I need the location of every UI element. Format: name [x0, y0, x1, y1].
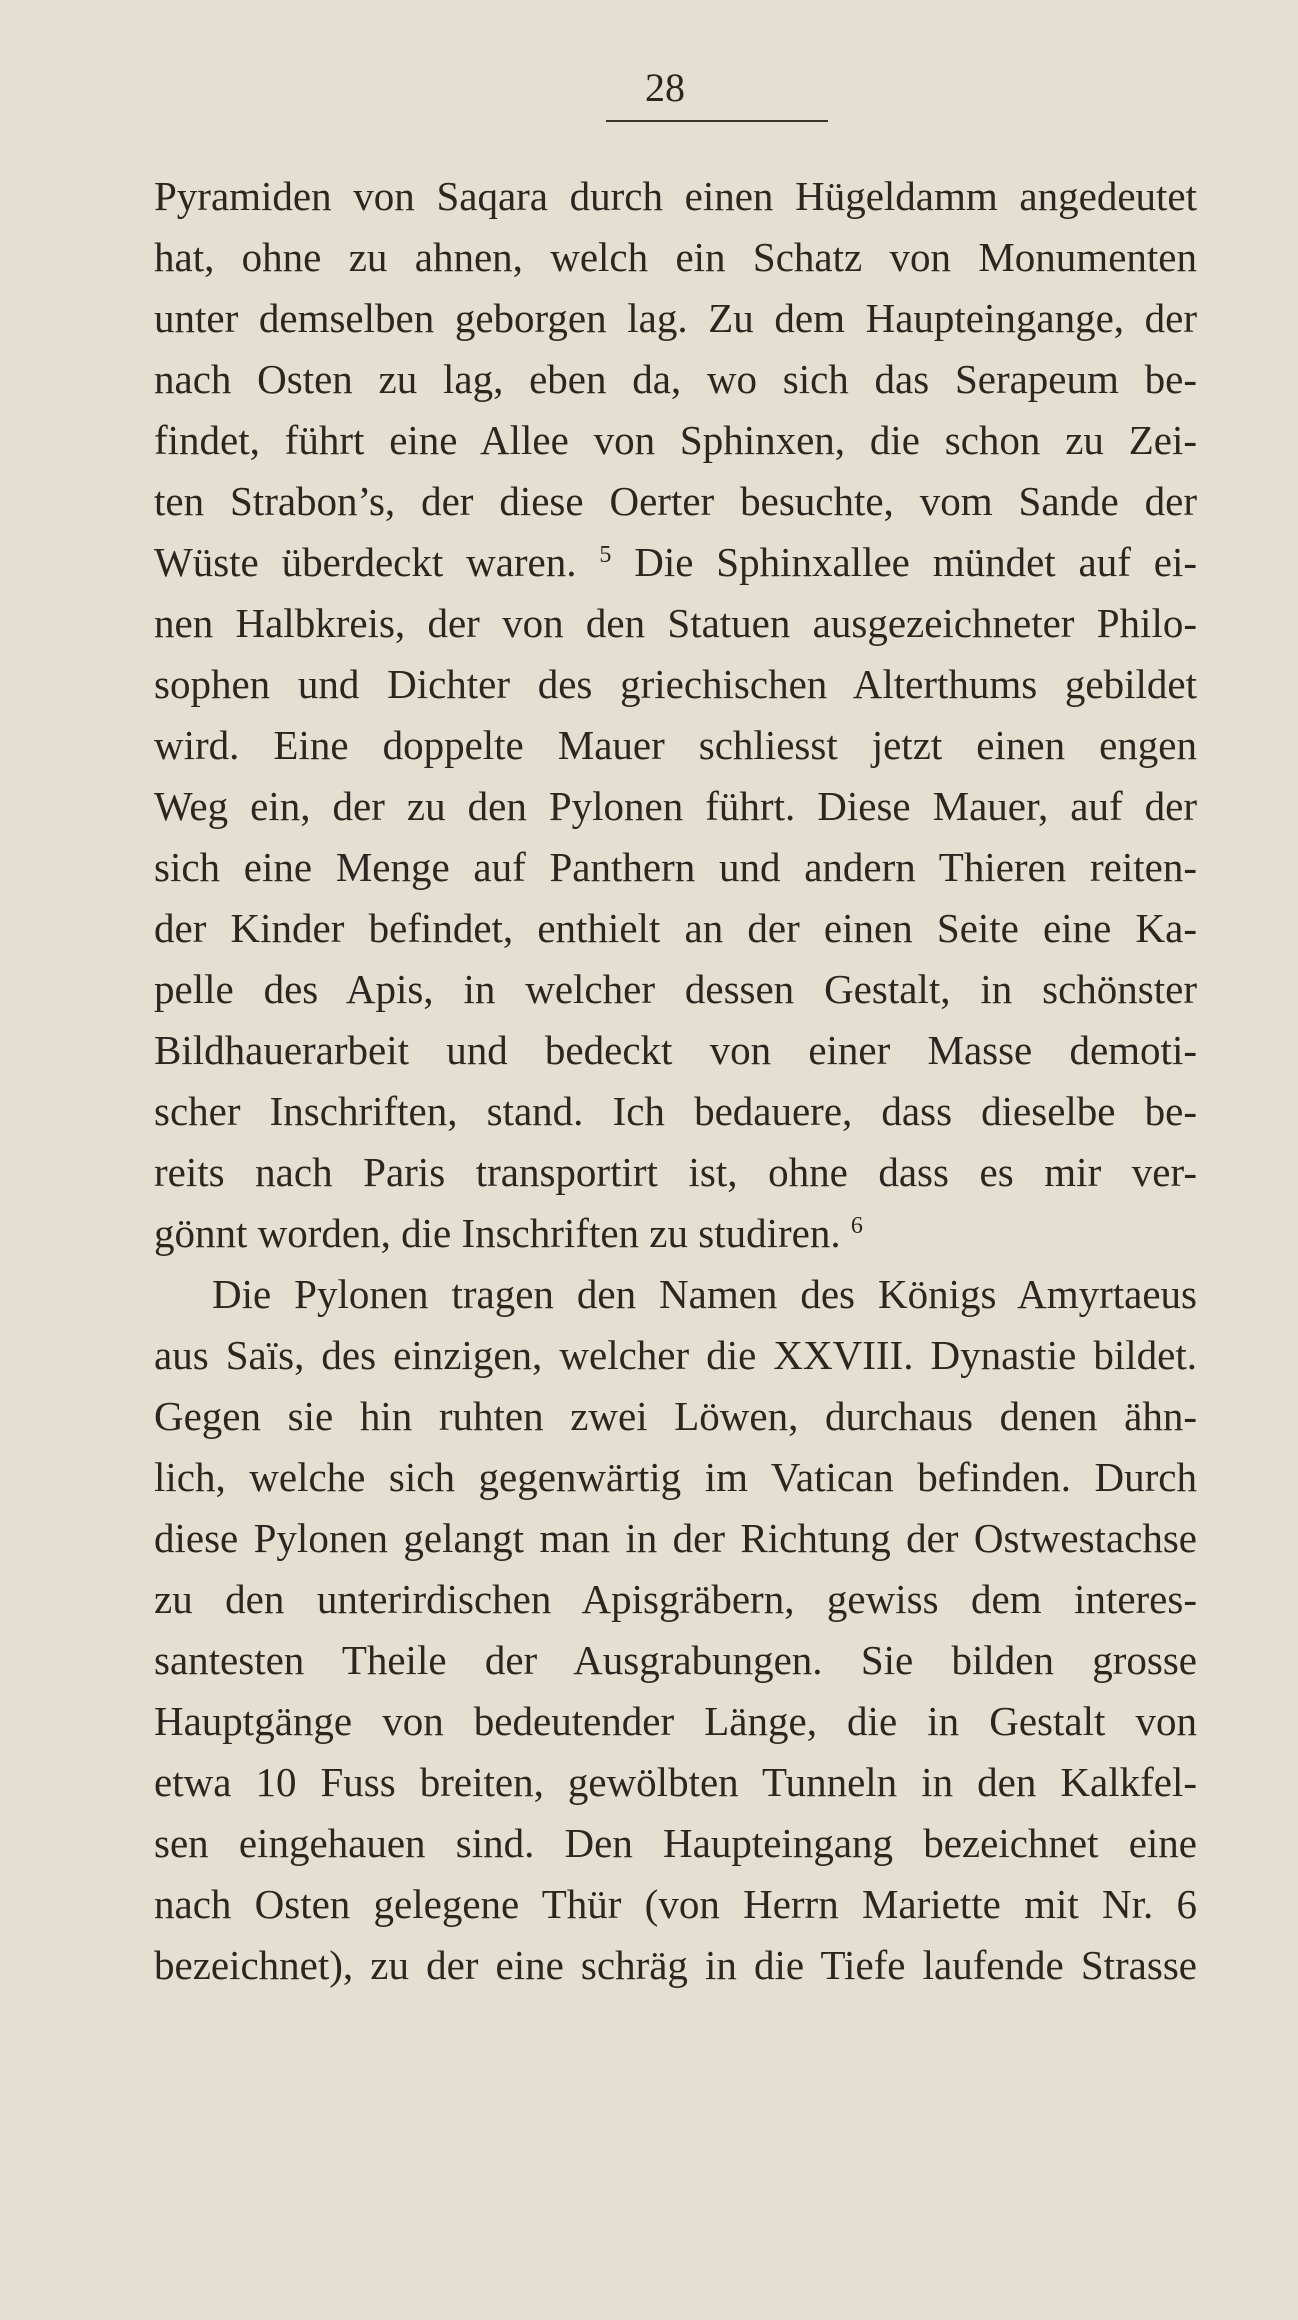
text-line: reits nach Paris transportirt ist, ohne dass es mir ver-	[154, 1149, 1197, 1195]
text-line: Bildhauerarbeit und bedeckt von einer Masse demoti-	[154, 1027, 1197, 1073]
text-line: lich, welche sich gegenwärtig im Vatican befinden. Durch	[154, 1454, 1197, 1500]
body-text	[154, 166, 1197, 1996]
text-line: aus Saïs, des einzigen, welcher die XXVIII. Dynastie bildet.	[154, 1332, 1197, 1378]
text-line: santesten Theile der Ausgrabungen. Sie bilden grosse	[154, 1637, 1197, 1683]
text-line: scher Inschriften, stand. Ich bedauere, dass dieselbe be-	[154, 1088, 1197, 1134]
text-line: nach Osten gelegene Thür (von Herrn Mariette mit Nr. 6	[154, 1881, 1197, 1927]
text-segment: Die Sphinxallee mündet auf ei-	[634, 539, 1197, 585]
text-line: wird. Eine doppelte Mauer schliesst jetzt einen engen	[154, 722, 1197, 768]
text-segment: Wüste überdeckt waren.	[154, 539, 577, 585]
text-line	[154, 532, 1197, 593]
text-line: nach Osten zu lag, eben da, wo sich das Serapeum be-	[154, 356, 1197, 402]
text-line: Pyramiden von Saqara durch einen Hügeldamm angedeutet	[154, 173, 1197, 219]
text-line: zu den unterirdischen Apisgräbern, gewiss dem interes-	[154, 1576, 1197, 1622]
text-line: findet, führt eine Allee von Sphinxen, die schon zu Zei-	[154, 417, 1197, 463]
text-line: Hauptgänge von bedeutender Länge, die in Gestalt von	[154, 1698, 1197, 1744]
text-segment: gönnt worden, die Inschriften zu studiren.	[154, 1210, 841, 1256]
text-line: sophen und Dichter des griechischen Alterthums gebildet	[154, 661, 1197, 707]
text-line: sen eingehauen sind. Den Haupteingang bezeichnet eine	[154, 1820, 1197, 1866]
text-line: hat, ohne zu ahnen, welch ein Schatz von Monumenten	[154, 234, 1197, 280]
footnote-marker: 5	[599, 542, 612, 568]
header-rule	[606, 120, 828, 122]
text-line: pelle des Apis, in welcher dessen Gestalt, in schönster	[154, 966, 1197, 1012]
text-line: unter demselben geborgen lag. Zu dem Haupteingange, der	[154, 295, 1197, 341]
text-line: nen Halbkreis, der von den Statuen ausgezeichneter Philo-	[154, 600, 1197, 646]
text-line: der Kinder befindet, enthielt an der einen Seite eine Ka-	[154, 905, 1197, 951]
text-line	[154, 1203, 1197, 1264]
text-line: Weg ein, der zu den Pylonen führt. Diese Mauer, auf der	[154, 783, 1197, 829]
page-number: 28	[645, 65, 685, 110]
text-line: ten Strabon’s, der diese Oerter besuchte, vom Sande der	[154, 478, 1197, 524]
footnote-marker: 6	[850, 1213, 863, 1239]
paragraph-start-line: Die Pylonen tragen den Namen des Königs Amyrtaeus	[212, 1271, 1197, 1317]
text-line: sich eine Menge auf Panthern und andern Thieren reiten-	[154, 844, 1197, 890]
text-line: etwa 10 Fuss breiten, gewölbten Tunneln in den Kalkfel-	[154, 1759, 1197, 1805]
text-line: Gegen sie hin ruhten zwei Löwen, durchaus denen ähn-	[154, 1393, 1197, 1439]
text-line: diese Pylonen gelangt man in der Richtung der Ostwestachse	[154, 1515, 1197, 1561]
text-line: bezeichnet), zu der eine schräg in die Tiefe laufende Strasse	[154, 1942, 1197, 1988]
